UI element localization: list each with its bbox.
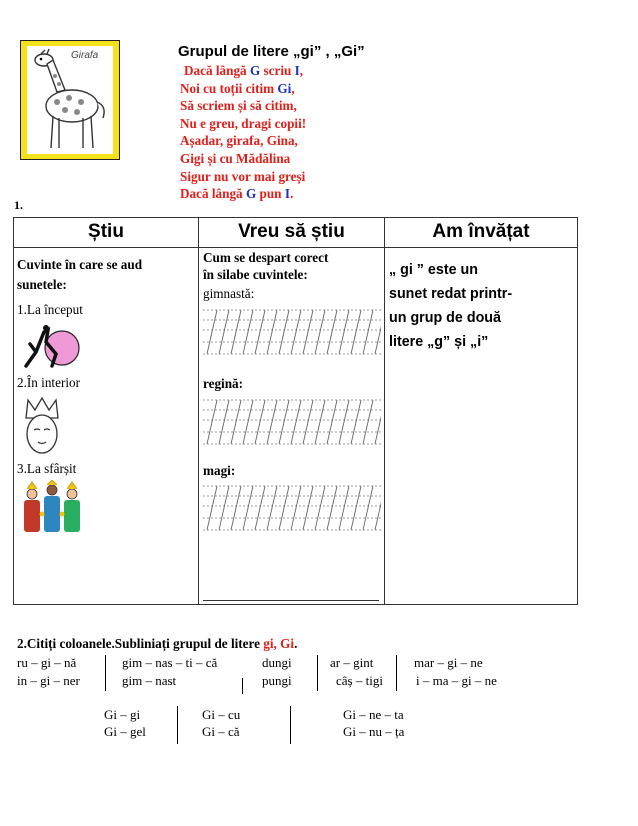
word-cell: Gi – că [202,724,240,739]
writing-lines [203,482,381,534]
word-cell: in – gi – ner [17,673,80,688]
giraffe-icon [27,46,113,154]
column-divider [198,218,199,604]
exercise2-prompt: 2.Citiți coloanele.Subliniați grupul de litere gi, Gi. [17,636,298,651]
page-title: Grupul de litere „gi” , „Gi” [178,43,365,60]
col1-item-interior: 2.În interior [17,375,80,390]
writing-lines [203,306,381,358]
word-cell: ru – gi – nă [17,655,77,670]
poem-line: Gigi și cu Mădălina [180,150,291,166]
word-cell: Gi – ne – ta [343,707,404,722]
header-stiu: Știu [88,221,124,242]
kwl-table [13,217,578,605]
word-magi: magi: [203,463,236,478]
poem-line: Să scriem și să citim, [180,98,297,114]
column-separator [242,678,243,694]
word-cell: pungi [262,673,292,688]
giraffe-picture [20,40,120,160]
word-cell: ar – gint [330,655,374,670]
column-separator [177,706,178,744]
poem-line: Dacă lângă G scriu I, [184,63,304,78]
word-cell: câș – tigi [336,673,383,688]
word-cell: Gi – cu [202,707,241,722]
word-cell: mar – gi – ne [414,655,483,670]
column-separator [317,655,318,691]
word-cell: Gi – gi [104,707,141,722]
word-cell: dungi [262,655,292,670]
col1-item-sfarsit: 3.La sfârșit [17,461,77,476]
writing-lines [203,396,381,448]
poem-line: Așadar, girafa, Gina, [180,133,298,149]
queen-picture [20,396,64,458]
col1-intro: Cuvinte în care se aud sunetele: [17,257,143,292]
poem-line: Nu e greu, dragi copii! [180,115,307,131]
poem-line: Noi cu toții citim Gi, [180,80,295,96]
word-gimnasta: gimnastă: [203,286,255,301]
gymnast-picture [22,324,80,370]
column-divider [384,218,385,604]
column-separator [105,655,106,691]
header-vreu-sa-stiu: Vreu să știu [238,221,345,242]
poem-line: Sigur nu vor mai greși [180,168,306,184]
magi-picture [20,480,84,534]
header-am-invatat: Am învățat [432,221,530,242]
word-regina: regină: [203,376,244,391]
logo-text: Girafa [71,50,99,61]
column-separator [396,655,397,691]
poem [180,62,306,203]
col3-conclusion: „ gi ” este un sunet redat printr- un grup de două litere „g” și „i” [389,262,513,350]
word-cell: Gi – nu – ța [343,724,405,739]
column-separator [290,706,291,744]
poem-line: Dacă lângă G pun I. [180,186,294,202]
answer-underline [203,600,379,601]
word-cell: gim – nas – ti – că [122,655,218,670]
col2-intro: Cum se despart corect în silabe cuvintele: [203,250,329,282]
col1-item-inceput: 1.La început [17,302,83,317]
exercise-number: 1. [14,198,23,212]
word-cell: i – ma – gi – ne [416,673,497,688]
word-cell: gim – nast [122,673,177,688]
word-cell: Gi – gel [104,724,146,739]
